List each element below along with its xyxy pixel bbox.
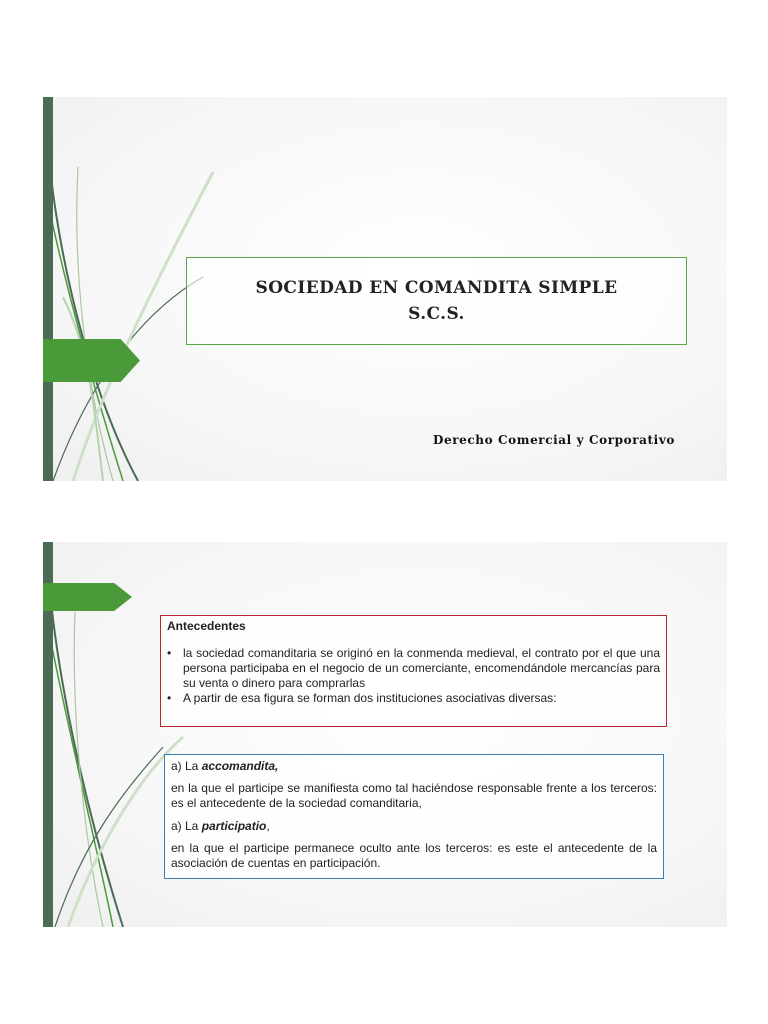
participatio-description: en la que el participe permanece oculto ante los terceros: es este el antecedente de la asociación de cuentas en participación. — [171, 841, 657, 870]
slide-title — [43, 97, 727, 481]
accomandita-description: en la que el participe se manifiesta como tal haciéndose responsable frente a los terceros: es el antecedente de la sociedad comanditaria, — [171, 781, 657, 810]
side-bar — [43, 97, 53, 481]
slide-subtitle: Derecho Comercial y Corporativo — [433, 433, 675, 447]
item-prefix: a) La — [171, 759, 202, 773]
slide-title-line2: S.C.S. — [408, 304, 465, 324]
arrow-tab — [43, 339, 140, 382]
antecedentes-heading: Antecedentes — [167, 619, 246, 633]
antecedentes-list — [167, 646, 660, 706]
slide-title-line1: SOCIEDAD EN COMANDITA SIMPLE — [255, 278, 618, 298]
slide-antecedentes — [43, 542, 727, 927]
item-suffix: , — [266, 819, 270, 833]
title-box — [186, 257, 687, 345]
antecedentes-box — [160, 615, 667, 727]
list-item: • la sociedad comanditaria se originó en la conmenda medieval, el contrato por el que una persona participaba en el negocio de un comerciante, encomendándole mercancías para su venta o dinero para comprarlas — [183, 646, 660, 691]
instituciones-box — [164, 754, 664, 879]
item-prefix: a) La — [171, 819, 202, 833]
participatio-term: participatio — [201, 819, 267, 833]
accomandita-label — [171, 759, 657, 773]
participatio-label — [171, 819, 657, 833]
list-item: • A partir de esa figura se forman dos instituciones asociativas diversas: — [183, 691, 660, 706]
arrow-tab — [43, 583, 132, 611]
accomandita-term: accomandita, — [201, 759, 279, 773]
